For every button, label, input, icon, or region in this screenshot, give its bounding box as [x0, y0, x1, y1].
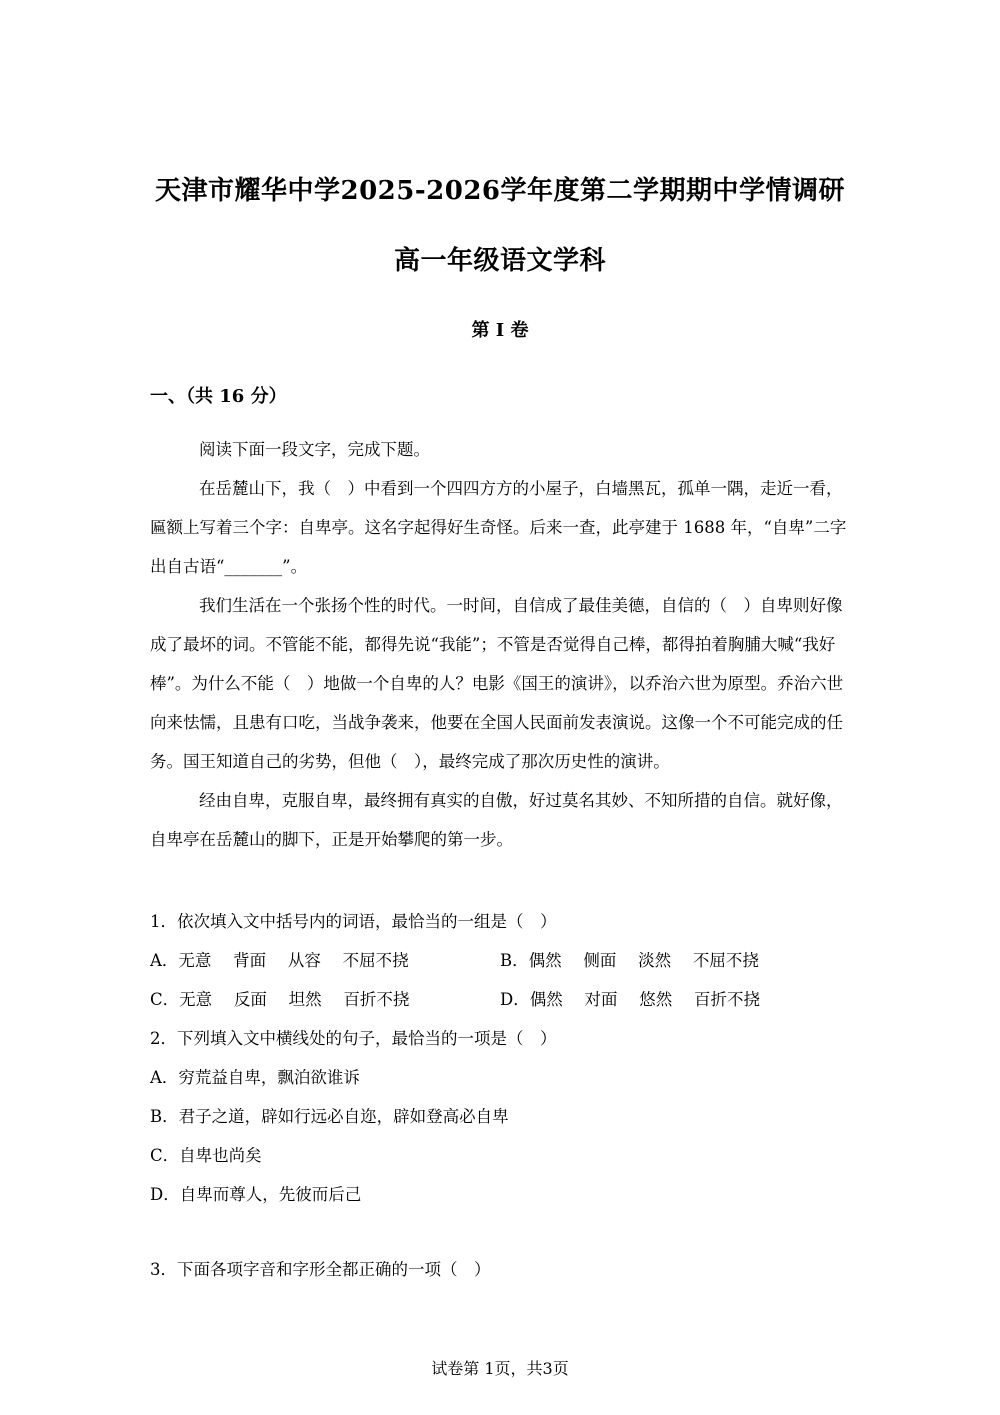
- question-2-stem: 2．下列填入文中横线处的句子，最恰当的一项是（ ）: [150, 1029, 557, 1048]
- passage-paragraph-2: 我们生活在一个张扬个性的时代。一时间，自信成了最佳美德，自信的（ ）自卑则好像成了最坏的词。不管能不能，都得先说“我能”；不管是否觉得自己棒，都得拍着胸脯大喊“我好棒”。为什么不能（ ）地做一个自卑的人？电影《国王的演讲》，以乔治六世为原型。乔治六世向来怯懦，且患有口吃，当战争袭来，他要在全国人民面前发表演说。这像一个不可能完成的任务。国王知道自己的劣势，但他（ ），最终完成了那次历史性的演讲。: [150, 596, 844, 771]
- passage-paragraph-3: 经由自卑，克服自卑，最终拥有真实的自傲，好过莫名其妙、不知所措的自信。就好像，自卑亭在岳麓山的脚下，正是开始攀爬的第一步。: [150, 791, 843, 849]
- question-1-option-d: D．偶然 对面 悠然 百折不挠: [500, 990, 760, 1009]
- section-heading: 一、（共 16 分）: [150, 386, 287, 407]
- question-1-option-c: C．无意 反面 坦然 百折不挠: [150, 990, 410, 1009]
- passage-paragraph-1: 在岳麓山下，我（ ）中看到一个四四方方的小屋子，白墙黑瓦，孤单一隅，走近一看，匾额上写着三个字：自卑亭。这名字起得好生奇怪。后来一查，此亭建于 1688 年，“自卑”二字出自古语“_______”。: [150, 479, 847, 576]
- question-1-option-b: B．偶然 侧面 淡然 不屈不挠: [500, 951, 759, 970]
- exam-title: 天津市耀华中学2025-2026学年度第二学期期中学情调研: [154, 176, 846, 206]
- volume-label: 第 I 卷: [471, 320, 529, 341]
- question-1-options-row-1: [150, 947, 850, 971]
- question-1-options-row-2: [150, 986, 850, 1010]
- question-1-stem: 1．依次填入文中括号内的词语，最恰当的一组是（ ）: [150, 912, 557, 931]
- question-2-option-a: A．穷荒益自卑，飘泊欲谁诉: [150, 1068, 360, 1087]
- question-2-option-c: C．自卑也尚矣: [150, 1146, 262, 1165]
- exam-subtitle: 高一年级语文学科: [393, 246, 606, 276]
- question-2-option-b: B．君子之道，辟如行远必自迩，辟如登高必自卑: [150, 1107, 509, 1126]
- question-2-option-d: D．自卑而尊人，先彼而后己: [150, 1185, 362, 1204]
- passage-intro: 阅读下面一段文字，完成下题。: [199, 440, 430, 459]
- question-1-option-a: A．无意 背面 从容 不屈不挠: [150, 951, 409, 970]
- question-3-stem: 3．下面各项字音和字形全都正确的一项（ ）: [150, 1260, 491, 1279]
- reading-passage: [150, 430, 850, 859]
- page-footer: 试卷第 1页，共3页: [431, 1359, 569, 1378]
